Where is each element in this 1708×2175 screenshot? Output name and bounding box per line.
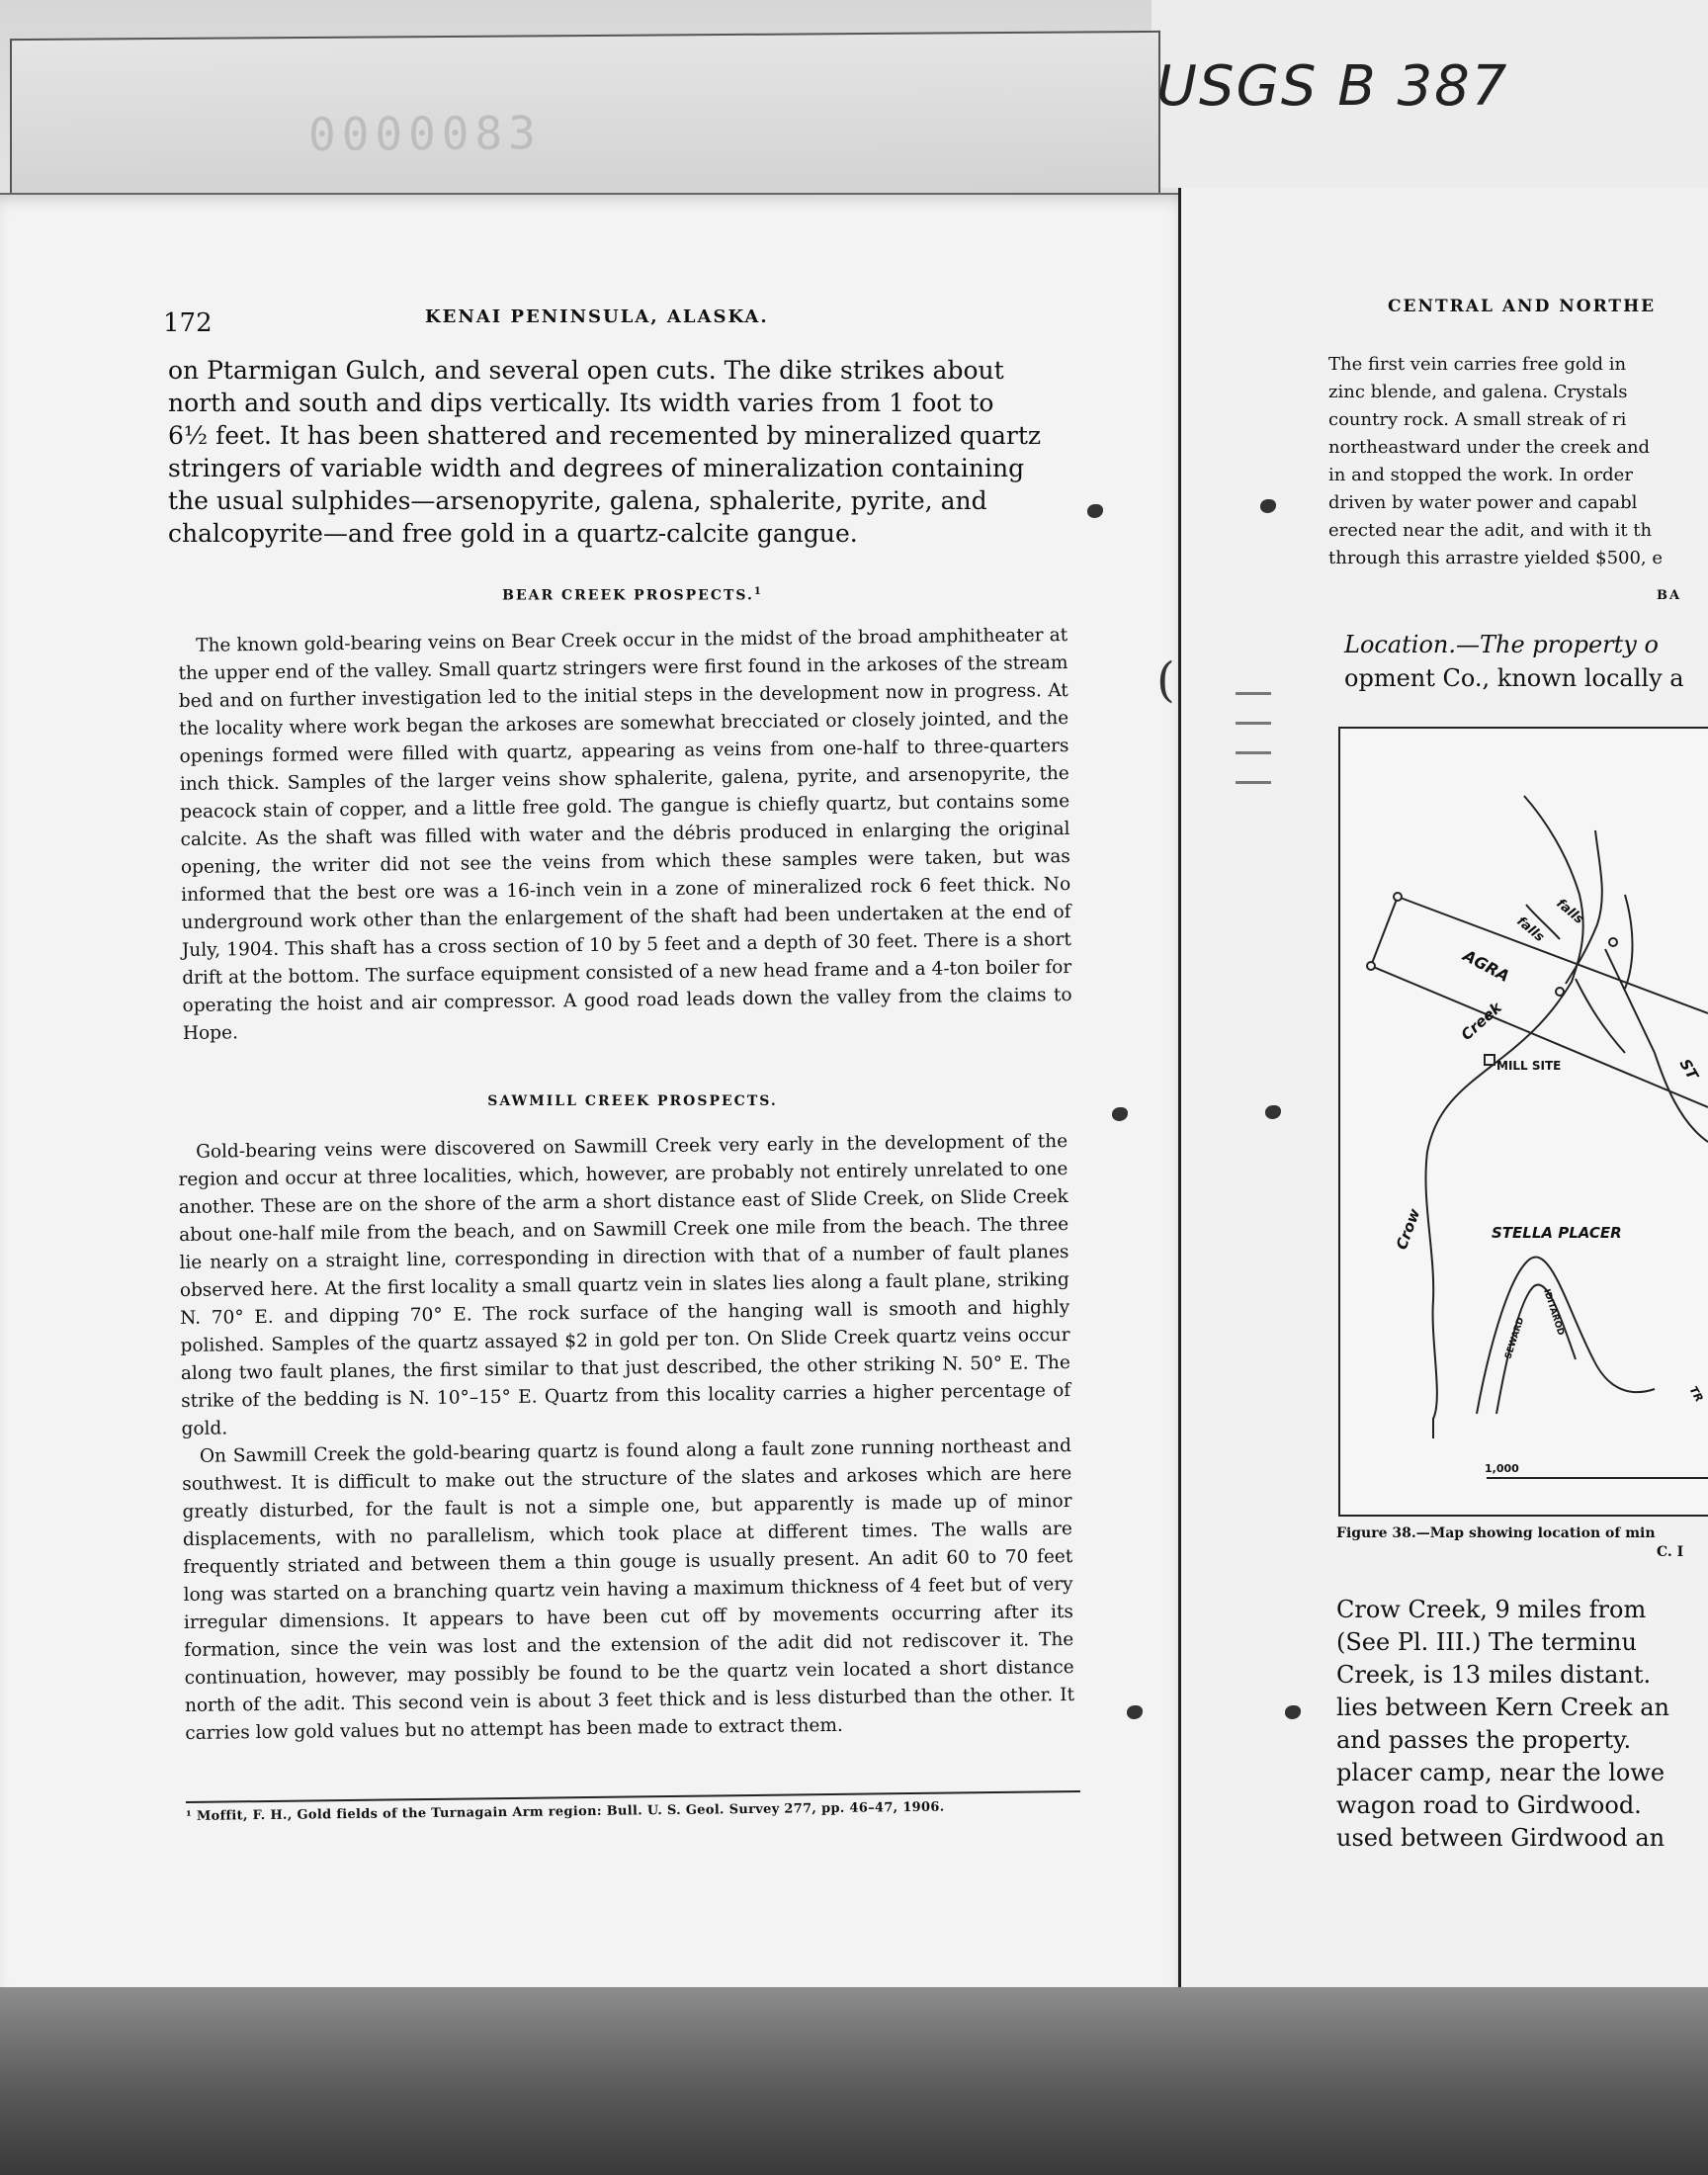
survey-point [1394, 893, 1402, 901]
text-line: north and south and dips vertically. Its width varies from 1 foot to [168, 389, 994, 417]
st-label: ST [1675, 1056, 1702, 1084]
mill-site-label: MILL SITE [1496, 1059, 1562, 1073]
running-head: KENAI PENINSULA, ALASKA. [425, 306, 769, 327]
text-line: The first vein carries free gold in [1328, 354, 1627, 375]
figure-caption-continued: C. I [1657, 1544, 1684, 1560]
right-lower-paragraph [1336, 1594, 1708, 1855]
sawmill-creek-heading: SAWMILL CREEK PROSPECTS. [487, 1093, 778, 1109]
survey-point [1367, 962, 1375, 970]
tr-label: TR [1686, 1384, 1706, 1405]
page-number: 172 [163, 308, 213, 338]
text-line: Creek, is 13 miles distant. [1336, 1661, 1652, 1689]
crow-creek-line [1425, 796, 1582, 1438]
figure-caption: Figure 38.—Map showing location of min [1336, 1525, 1656, 1541]
scale-label: 1,000 [1485, 1462, 1519, 1475]
text-line: stringers of variable width and degrees of mineralization containing [168, 454, 1025, 482]
text-line: northeastward under the creek and [1328, 437, 1651, 458]
survey-point [1556, 988, 1564, 996]
text-line: chalcopyrite—and free gold in a quartz-calcite gangue. [168, 519, 858, 548]
folder-tab [10, 31, 1160, 204]
text-line: driven by water power and capabl [1328, 492, 1638, 513]
crow-label: Crow [1392, 1206, 1424, 1253]
text-line: and passes the property. [1336, 1726, 1632, 1754]
paragraph: Gold-bearing veins were discovered on Sawmill Creek very early in the development of the region and occur at three localities, which, however, are probably not entirely unrelated to one another. These are on the shore of the arm a short distance east of Slide Creek, on Slide Creek about one-half mile from the beach, and on Sawmill Creek one mile from the beach. The three lie nearly on a straight line, corresponding in direction with that of a number of fault planes observed here. At the first locality a small quartz vein in slates lies along a fault plane, striking N. 70° E. and dipping 70° E. The rock surface of the hanging wall is smooth and highly polished. Samples of the quartz assayed $2 in gold per ton. On Slide Creek quartz veins occur along two fault planes, the first similar to that just described, the other striking N. 50° E. The strike of the bedding is N. 10°–15° E. Quartz from this locality carries a higher percentage of gold. [178, 1131, 1071, 1439]
tributary-line [1625, 895, 1633, 989]
location-paragraph [1344, 628, 1708, 695]
text-line: (See Pl. III.) The terminu [1336, 1628, 1637, 1656]
paragraph: The known gold-bearing veins on Bear Creek occur in the midst of the broad amphitheater at the upper end of the valley. Small quartz stringers were first found in the arkoses of the stream bed and on further investigation led to the initial steps in the development now in progress. At the locality where work began the arkoses are somewhat brecciated or closely jointed, and the openings formed were filled with quartz, appearing as veins from one-half to three-quarters inch thick. Samples of the larger veins show sphalerite, galena, pyrite, and arsenopyrite, the peacock stain of copper, and a little free gold. The gangue is chiefly quartz, but contains some calcite. As the shaft was filled with water and the débris produced in enlarging the original opening, the writer did not see the veins from which these samples were taken, but was informed that the best ore was a 16-inch vein in a zone of mineralized rock 6 feet thick. No underground work other than the enlargement of the shaft had been undertaken at the end of July, 1904. This shaft has a cross section of 10 by 5 feet and a depth of 30 feet. There is a short drift at the bottom. The surface equipment consisted of a new head frame and a 4-ton boiler for operating the hoist and air compressor. A good road leads down the valley from the claims to Hope. [178, 625, 1072, 1044]
iditarod-label: IDITAROD [1541, 1287, 1566, 1338]
text-line: Location.—The property o [1344, 631, 1659, 658]
bear-creek-body [178, 622, 1072, 1048]
scan-mark: ( [1156, 652, 1175, 708]
text-line: through this arrastre yielded $500, e [1328, 548, 1664, 568]
seward-label: SEWARD [1503, 1316, 1527, 1360]
text-line: wagon road to Girdwood. [1336, 1791, 1642, 1819]
seward-trail [1477, 1257, 1655, 1414]
falls-label: falls [1553, 896, 1586, 928]
survey-point [1609, 938, 1617, 946]
text-line: Crow Creek, 9 miles from [1336, 1596, 1647, 1623]
gutter-marks [1236, 692, 1271, 811]
text-line: in and stopped the work. In order [1328, 465, 1633, 485]
bear-creek-heading [435, 586, 830, 604]
text-line: opment Co., known locally a [1344, 664, 1684, 692]
mill-site-marker [1485, 1055, 1494, 1065]
right-running-head: CENTRAL AND NORTHE [1388, 297, 1657, 316]
stella-placer-label: STELLA PLACER [1492, 1224, 1622, 1242]
handwritten-catalog-number: USGS B 387 [1156, 54, 1509, 119]
map-drawing [1338, 727, 1708, 1517]
text-line: zinc blende, and galena. Crystals [1328, 382, 1628, 402]
footnote-mark: 1 [753, 586, 763, 597]
falls-label: falls [1513, 914, 1547, 946]
text-line: lies between Kern Creek an [1336, 1694, 1669, 1721]
creek-label: Creek [1457, 998, 1505, 1044]
text-line: country rock. A small streak of ri [1328, 409, 1627, 430]
intro-paragraph [168, 354, 1050, 550]
right-subheading: BA [1657, 588, 1682, 603]
agra-label: AGRA [1460, 945, 1513, 987]
text-line: used between Girdwood an [1336, 1824, 1665, 1852]
sawmill-creek-body [178, 1128, 1074, 1748]
footnote: ¹ Moffit, F. H., Gold fields of the Turnagain Arm region: Bull. U. S. Geol. Survey 277, pp. 46–47, 1906. [186, 1799, 945, 1824]
bottom-shadow [0, 1987, 1708, 2175]
right-paragraph [1328, 351, 1708, 572]
text-line: erected near the adit, and with it th [1328, 520, 1653, 541]
text-line: 6½ feet. It has been shattered and recemented by mineralized quartz [168, 421, 1042, 450]
section-heading: BEAR CREEK PROSPECTS. [502, 587, 754, 604]
text-line: on Ptarmigan Gulch, and several open cuts. The dike strikes about [168, 356, 1004, 385]
text-line: placer camp, near the lowe [1336, 1759, 1665, 1786]
road-line [1576, 979, 1625, 1053]
paragraph: On Sawmill Creek the gold-bearing quartz is found along a fault zone running northeast and southwest. It is difficult to make out the structure of the slates and arkoses which are here greatly disturbed, for the fault is not a simple one, but apparently is made up of minor displacements, with no parallelism, which took place at different times. The walls are frequently striated and between them a thin gouge is usually present. An adit 60 to 70 feet long was started on a branching quartz vein having a maximum thickness of 4 feet but of very irregular dimensions. It appears to have been cut off by movements occurring after its formation, since the vein was lost and the extension of the adit did not rediscover it. The continuation, however, may possibly be found to be the quartz vein located a short distance north of the adit. This second vein is about 3 feet thick and is less disturbed than the other. It carries low gold values but no attempt has been made to extract them. [182, 1435, 1075, 1744]
road-line [1605, 949, 1708, 1142]
text-line: the usual sulphides—arsenopyrite, galena, sphalerite, pyrite, and [168, 486, 987, 515]
faint-stamp-number: 0000083 [308, 106, 542, 161]
